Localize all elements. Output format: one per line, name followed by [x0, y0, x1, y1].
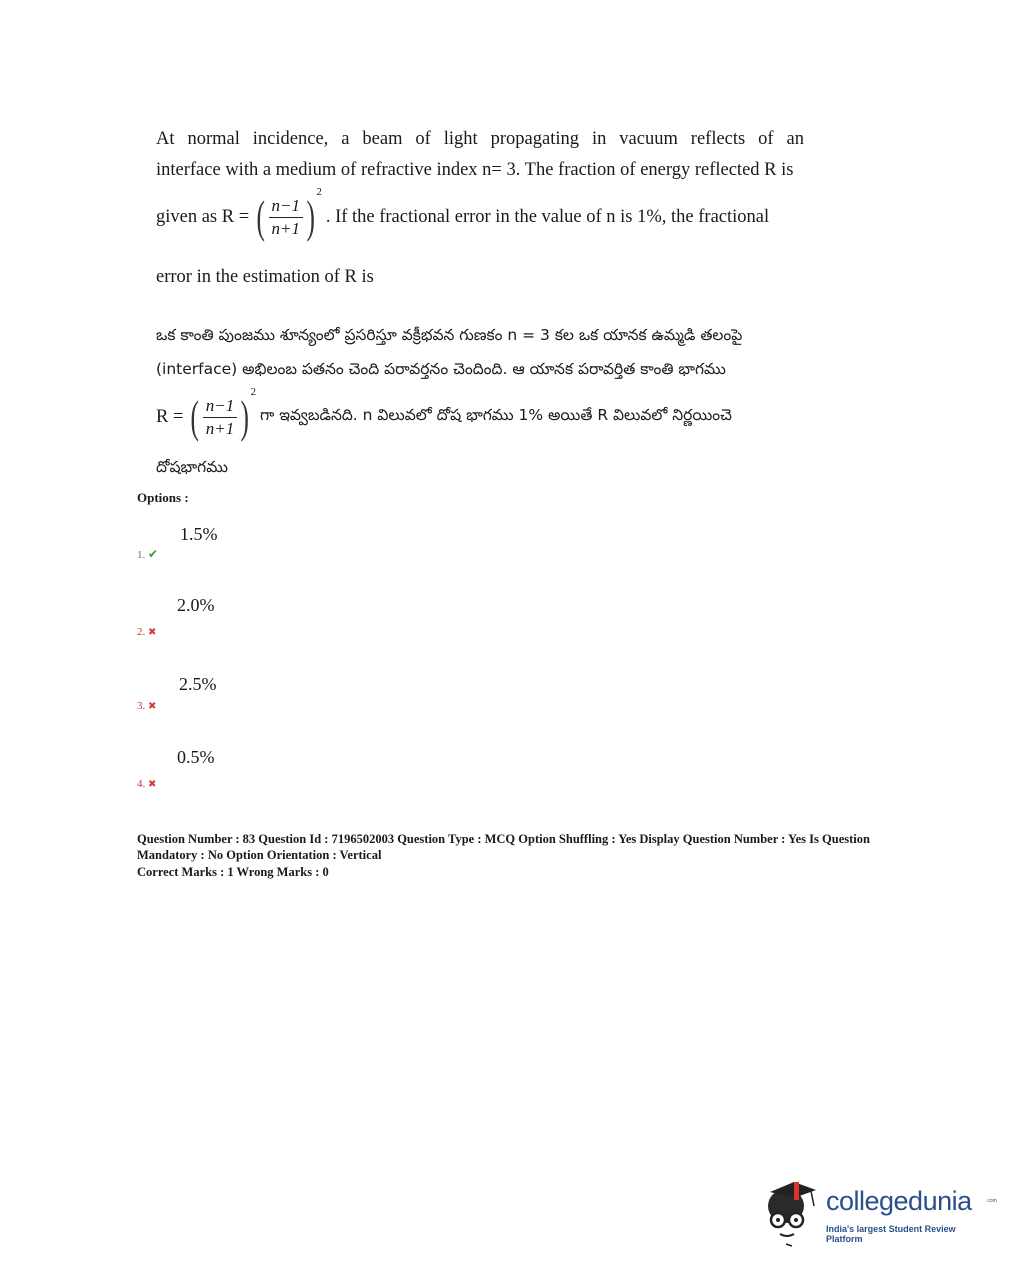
- option-3-number: 3. ✖: [137, 700, 157, 712]
- question-metadata: [137, 832, 897, 881]
- check-icon: ✔: [148, 547, 159, 561]
- te-formula-prefix: R =: [156, 406, 184, 427]
- question-en-formula-line: [156, 186, 804, 242]
- fraction-exponent: 2: [316, 186, 322, 198]
- question-english-end: [156, 262, 804, 293]
- option-3-value: 2.5%: [179, 674, 217, 694]
- logo-tagline: India's largest Student Review Platform: [826, 1224, 956, 1244]
- option-2-number: 2. ✖: [137, 626, 157, 638]
- metadata-line-1: Question Number : 83 Question Id : 7196502003 Question Type : MCQ Option Shuffling : Yes Display Question Number : Yes Is Question: [137, 832, 870, 846]
- cross-icon: ✖: [148, 627, 157, 638]
- question-en-line-1: At normal incidence, a beam of light propagating in vacuum reflects of an: [156, 129, 804, 149]
- metadata-line-3: Correct Marks : 1 Wrong Marks : 0: [137, 865, 329, 879]
- formula-prefix: given as R =: [156, 206, 250, 227]
- question-te-line-2: (interface) అభిలంబ పతనం చెంది పరావర్తనం చెందింది. ఆ యానక పరావర్తిత కాంతి భాగము: [156, 360, 726, 378]
- collegedunia-logo: [764, 1180, 997, 1250]
- option-4-number: 4. ✖: [137, 778, 157, 790]
- question-te-end: [156, 450, 804, 484]
- te-fraction-numerator: n−1: [203, 396, 237, 418]
- cross-icon: ✖: [148, 779, 157, 790]
- question-telugu: [156, 318, 804, 386]
- question-en-line-2: interface with a medium of refractive index n= 3. The fraction of energy reflected R is: [156, 160, 794, 180]
- mascot-icon: [764, 1180, 824, 1250]
- formula-fraction: ( $\frac{n-1}{n+1}$ ) 2: [256, 186, 322, 242]
- te-fraction-exponent: 2: [250, 386, 257, 398]
- option-4-value: 0.5%: [177, 747, 215, 767]
- te-formula-fraction: ( $\frac{n-1}{n+1}$ ) 2: [190, 386, 257, 442]
- question-te-formula-line: [156, 386, 804, 442]
- fraction-numerator: n−1: [269, 196, 303, 218]
- option-1-number: 1. ✔: [137, 547, 159, 561]
- formula-suffix: . If the fractional error in the value of n is 1%, the fractional: [325, 206, 770, 227]
- logo-com: .com: [986, 1198, 997, 1204]
- question-te-line-1: ఒక కాంతి పుంజము శూన్యంలో ప్రసరిస్తూ వక్రీభవన గుణకం n = 3 కల ఒక యానక ఉమ్మడి తలంపై: [156, 326, 743, 344]
- question-en-line-4: error in the estimation of R is: [156, 267, 374, 287]
- option-1-value: 1.5%: [180, 524, 218, 544]
- te-formula-suffix: గా ఇవ్వబడినది. n విలువలో దోష భాగము 1% అయితే R విలువలో నిర్ణయించె: [260, 406, 732, 424]
- cross-icon: ✖: [148, 701, 157, 712]
- fraction-denominator: n+1: [271, 218, 300, 238]
- option-2-value: 2.0%: [177, 595, 215, 615]
- options-label: Options :: [137, 490, 189, 505]
- logo-wordmark: collegedunia: [826, 1186, 972, 1216]
- question-te-line-4: దోషభాగము: [156, 458, 228, 476]
- metadata-line-2: Mandatory : No Option Orientation : Vertical: [137, 847, 382, 862]
- question-english: [156, 124, 804, 186]
- te-fraction-denominator: n+1: [205, 418, 235, 438]
